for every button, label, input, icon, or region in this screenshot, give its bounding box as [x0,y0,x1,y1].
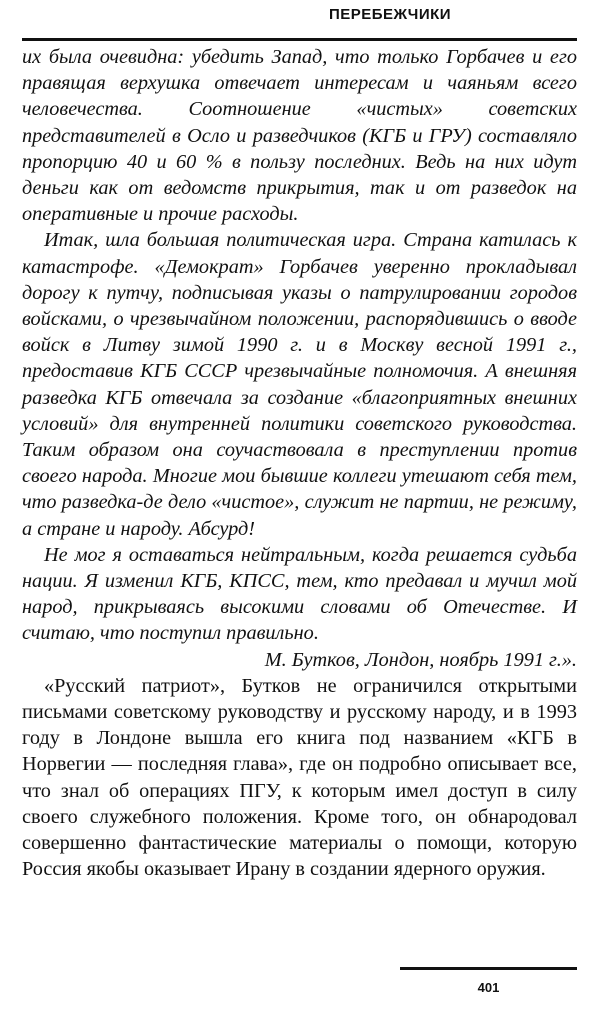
footer-rule [400,967,577,970]
header-rule [22,38,577,41]
paragraph-letter-continuation: их была очевидна: убедить Запад, что только Горбачев и его правящая верхушка отвечает интересам и чаяньям всего человечества. Соотношение «чистых» советских представителей в Осло и разведчиков (КГБ и ГРУ) составляло пропорцию 40 и 60 % в пользу последних. Ведь на них идут деньги как от ведомств прикрытия, так и от разведок на оперативные и прочие расходы. [22,46,577,226]
paragraph-not-neutral: Не мог я оставаться нейтральным, когда решается судьба нации. Я изменил КГБ, КПСС, тем, кто предавал и мучил мой народ, прикрываясь высокими словами об Отечестве. И считаю, что поступил правильно. [22,543,577,645]
running-title: ПЕРЕБЕЖЧИКИ [328,6,452,23]
paragraph-book-publication: «Русский патриот», Бутков не ограничился открытыми письмами советскому руководству и русскому народу, и в 1993 году в Лондоне вышла его книга под названием «КГБ в Норвегии — последняя глава», где он подробно описывает все, что знал об операциях ПГУ, к которым имел доступ в силу своего служебного положения. Кроме того, он обнародовал совершенно фантастические материалы о помощи, которую Россия якобы оказывает Ирану в создании ядерного оружия. [22,674,577,881]
page-number: 401 [477,980,500,995]
letter-signature: М. Бутков, Лондон, ноябрь 1991 г.». [264,648,577,671]
body-text [22,44,577,883]
paragraph-political-game: Итак, шла большая политическая игра. Страна катилась к катастрофе. «Демократ» Горбачев уверенно прокладывал дорогу к путчу, подписывая указы о патрулировании городов войсками, о чрезвычайном положении, распорядившись о вводе войск в Литву зимой 1990 г. и в Москву весной 1991 г., предоставив КГБ СССР чрезвычайные полномочия. А внешняя разведка КГБ отвечала за создание «благоприятных внешних условий» для внутренней политики советского руководства. Таким образом она соучаствовала в преступлении против своего народа. Многие мои бывшие коллеги утешают себя тем, что разведка-де дело «чистое», служит не партии, не режиму, а стране и народу. Абсурд! [22,229,577,540]
